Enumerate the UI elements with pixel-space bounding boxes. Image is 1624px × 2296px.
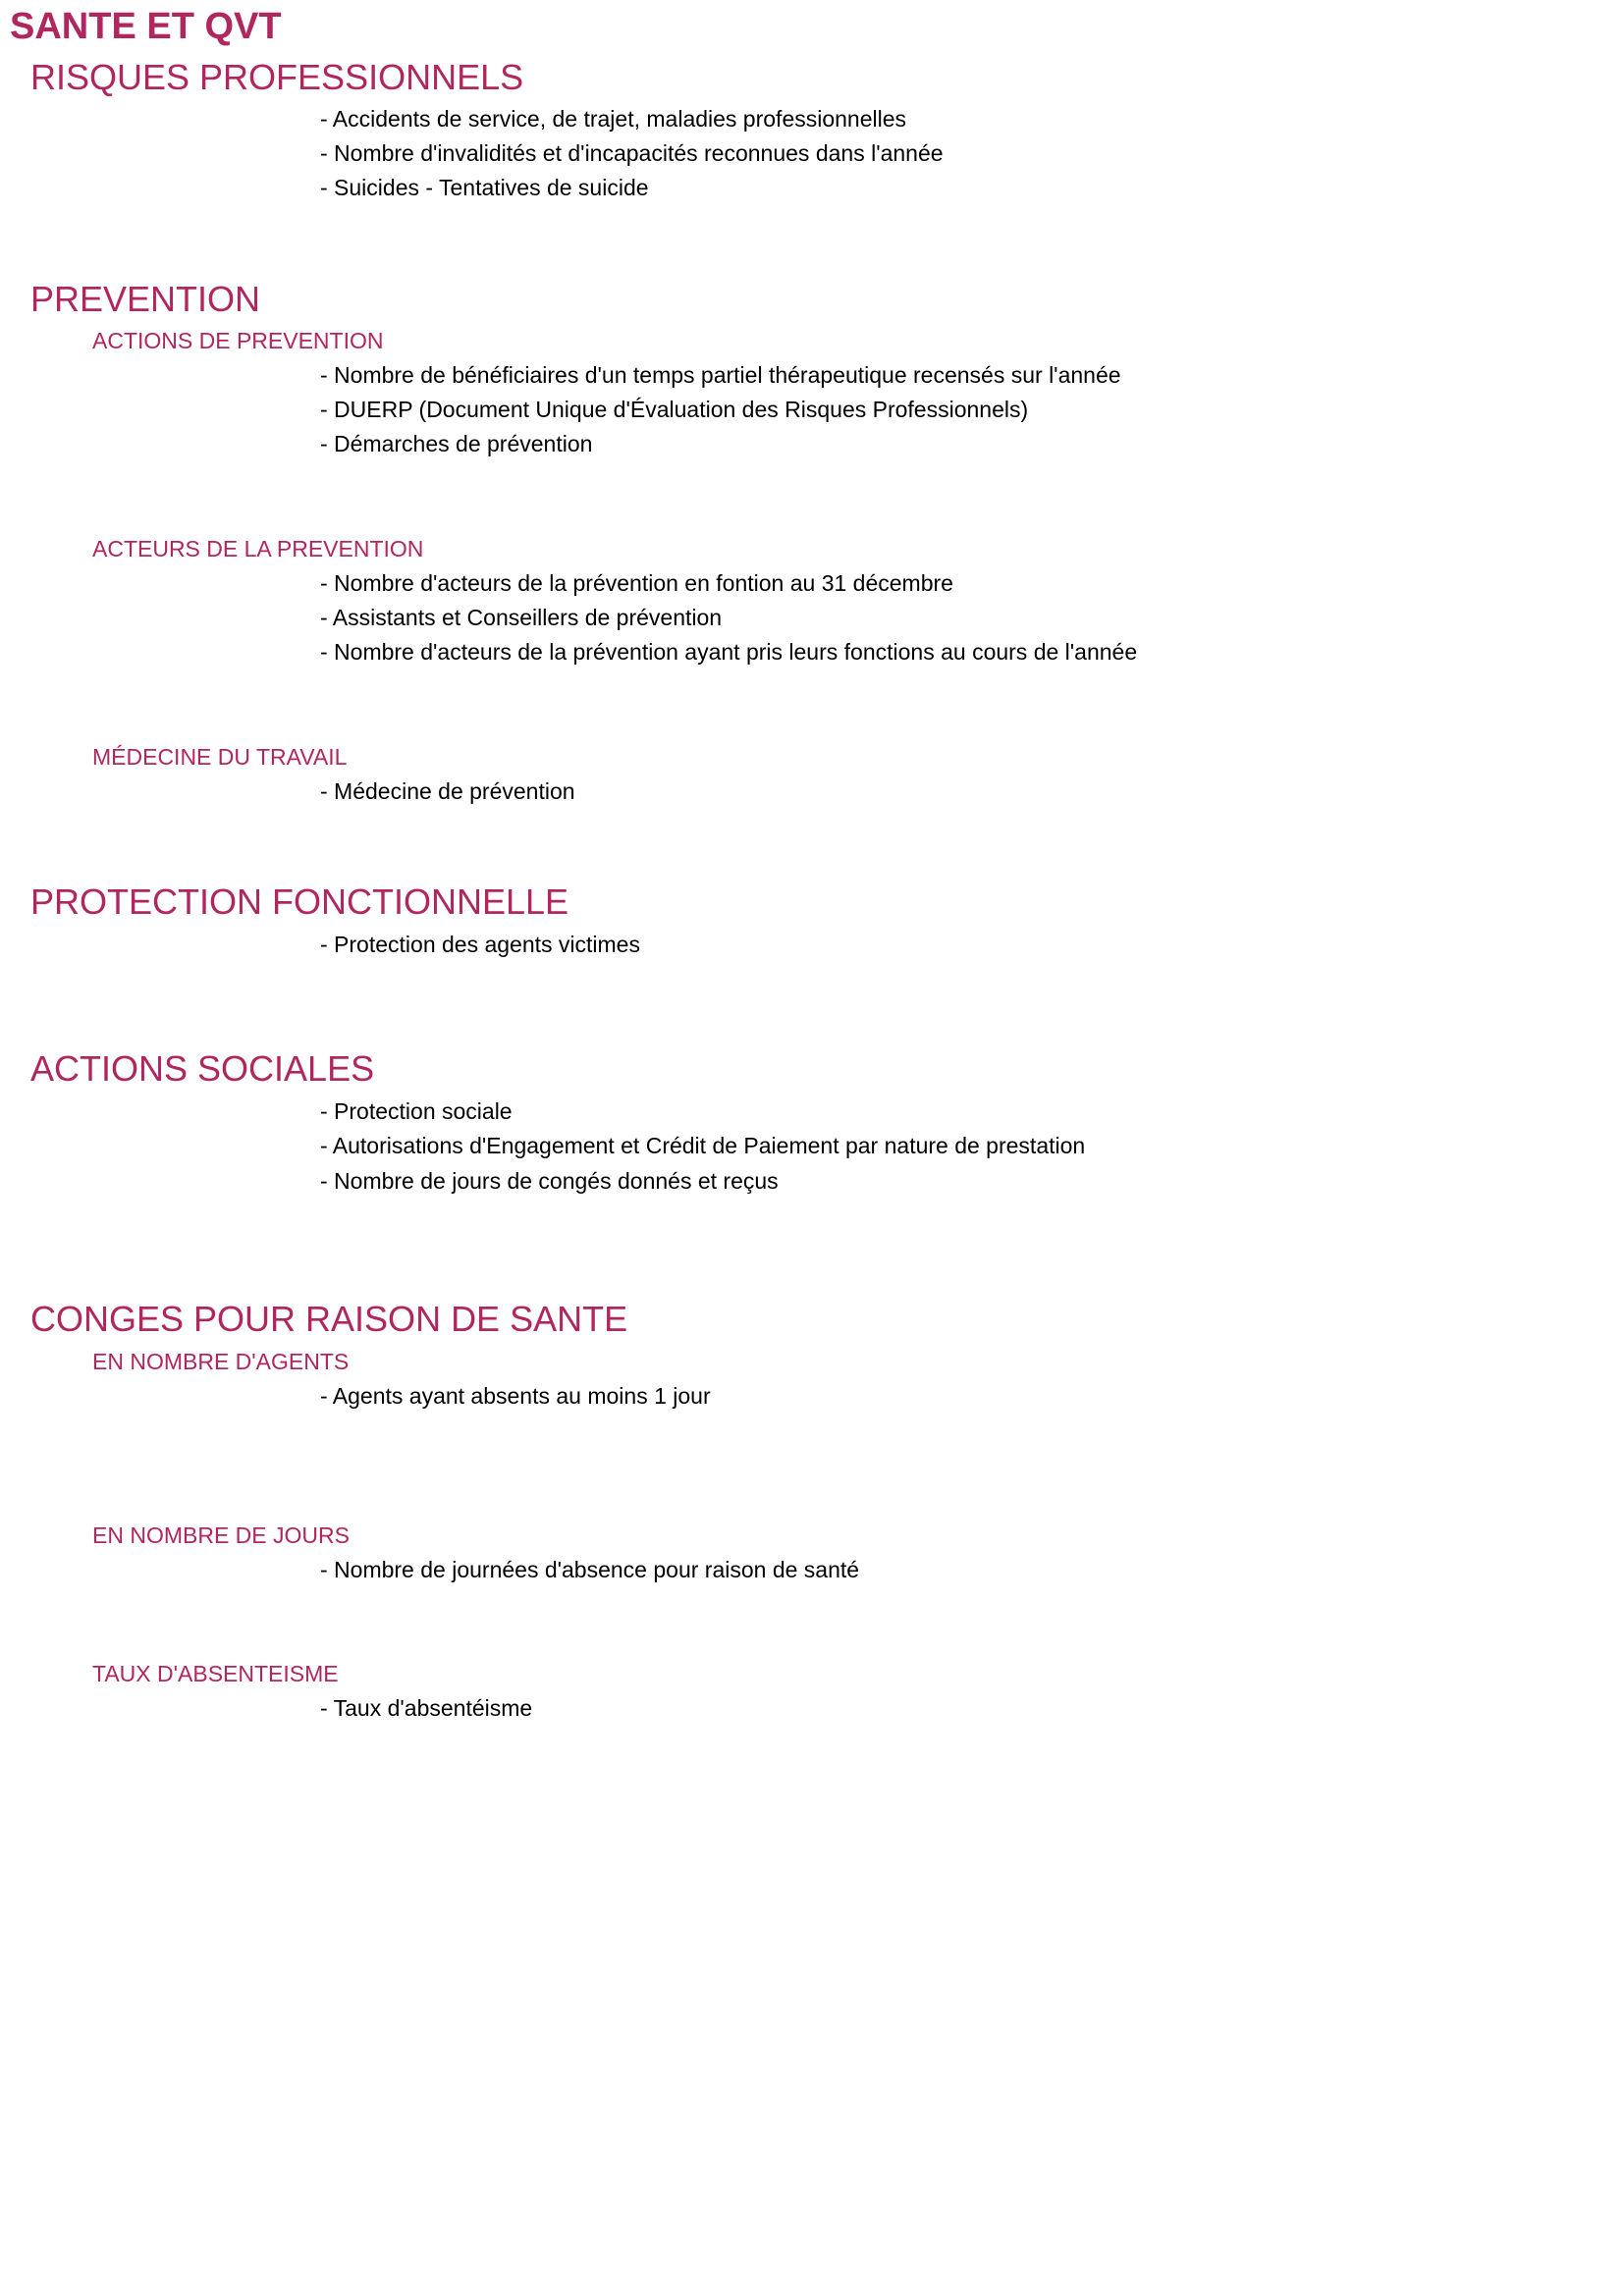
list-item: - Protection sociale [320,1098,513,1124]
subsection-heading-acteurs-de-la-prevention: ACTEURS DE LA PREVENTION [92,536,424,561]
subsection-heading-taux-d-absenteisme: TAUX D'ABSENTEISME [92,1661,339,1686]
list-item: - Suicides - Tentatives de suicide [320,175,649,200]
list-item: - Nombre de journées d'absence pour raison de santé [320,1557,860,1582]
subsection-heading-actions-de-prevention: ACTIONS DE PREVENTION [92,328,384,353]
section-heading-risques-professionnels: RISQUES PROFESSIONNELS [30,57,524,97]
list-item: - Autorisations d'Engagement et Crédit de Paiement par nature de prestation [320,1133,1086,1158]
list-item: - Accidents de service, de trajet, maladies professionnelles [320,106,907,132]
list-item: - Nombre de jours de congés donnés et reçus [320,1168,779,1194]
section-heading-conges-pour-raison-de-sante: CONGES POUR RAISON DE SANTE [30,1299,628,1339]
list-item: - Agents ayant absents au moins 1 jour [320,1383,711,1409]
list-item: - Démarches de prévention [320,431,593,456]
subsection-heading-medecine-du-travail: MÉDECINE DU TRAVAIL [92,744,348,770]
section-heading-prevention: PREVENTION [30,279,261,319]
page-title: SANTE ET QVT [10,6,282,47]
list-item: - Nombre d'acteurs de la prévention ayant pris leurs fonctions au cours de l'année [320,639,1138,665]
subsection-heading-en-nombre-de-jours: EN NOMBRE DE JOURS [92,1522,350,1548]
list-item: - Nombre d'acteurs de la prévention en fontion au 31 décembre [320,570,953,596]
subsection-heading-en-nombre-d-agents: EN NOMBRE D'AGENTS [92,1349,350,1374]
list-item: - Nombre de bénéficiaires d'un temps partiel thérapeutique recensés sur l'année [320,362,1121,388]
list-item: - Assistants et Conseillers de prévention [320,605,723,630]
list-item: - Médecine de prévention [320,778,575,804]
list-item: - DUERP (Document Unique d'Évaluation des Risques Professionnels) [320,397,1029,422]
list-item: - Protection des agents victimes [320,932,640,957]
list-item: - Nombre d'invalidités et d'incapacités reconnues dans l'année [320,140,944,166]
list-item: - Taux d'absentéisme [320,1695,533,1721]
section-heading-protection-fonctionnelle: PROTECTION FONCTIONNELLE [30,881,569,922]
section-heading-actions-sociales: ACTIONS SOCIALES [30,1048,375,1089]
